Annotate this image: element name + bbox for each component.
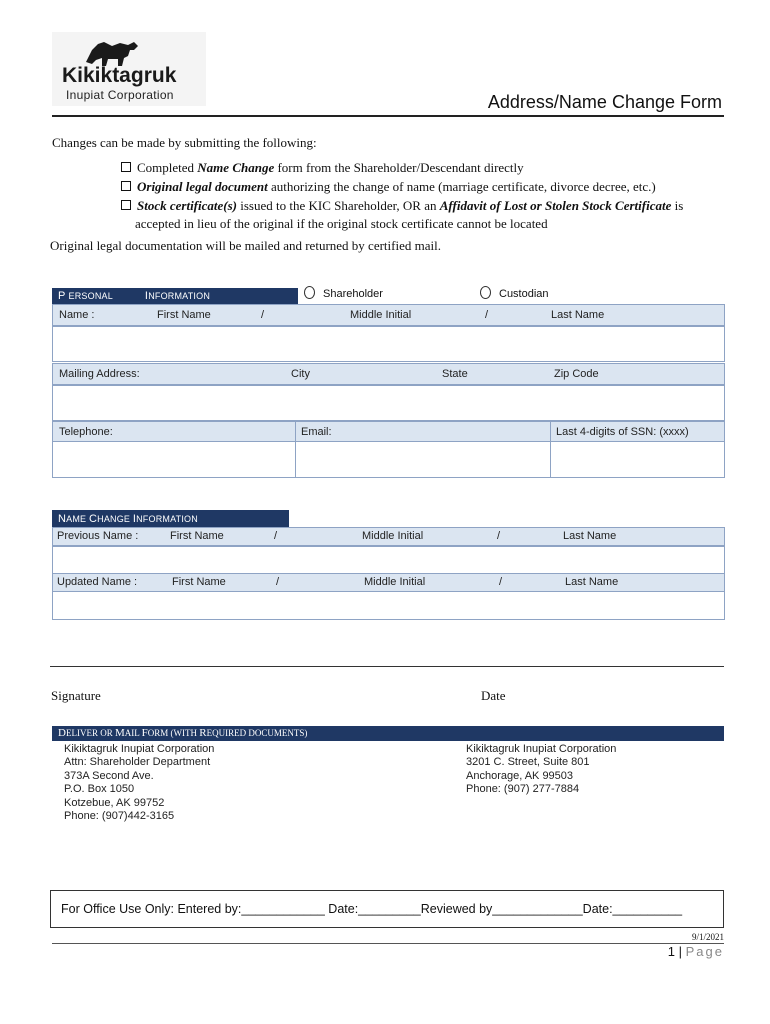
anchorage-address xyxy=(466,743,616,797)
deliver-heading: DELIVER OR MAIL FORM (WITH REQUIRED DOCUMENTS) xyxy=(52,726,724,741)
updated-name-input[interactable] xyxy=(52,591,725,620)
contact-label-row: Telephone: Email: Last 4-digits of SSN: (xxxx) xyxy=(52,421,725,442)
radio-shareholder[interactable]: Shareholder xyxy=(304,286,383,300)
personal-info-heading: P ERSONAL INFORMATION xyxy=(52,288,298,304)
signature-line[interactable] xyxy=(50,666,724,667)
requirement-item-2: Original legal document authorizing the change of name (marriage certificate, divorce decree, etc.) xyxy=(121,179,656,195)
checkbox-square-icon xyxy=(121,200,131,210)
office-use-box: For Office Use Only: Entered by:____________ Date:_________Reviewed by_____________Date:__________ xyxy=(50,890,724,928)
address-line: 3201 C. Street, Suite 801 xyxy=(466,756,590,769)
address-line: Kotzebue, AK 99752 xyxy=(64,796,165,809)
previous-name-input[interactable] xyxy=(52,546,725,574)
name-input[interactable] xyxy=(52,326,725,362)
requirement-item-1: Completed Name Change form from the Shareholder/Descendant directly xyxy=(121,160,524,176)
address-line: Kikiktagruk Inupiat Corporation xyxy=(466,743,617,755)
requirement-item-3-cont: accepted in lieu of the original if the original stock certificate cannot be located xyxy=(135,216,548,231)
requirement-em: Stock certificate(s) xyxy=(137,198,237,213)
kotzebue-address xyxy=(64,743,214,823)
address-line: Anchorage, AK 99503 xyxy=(466,769,574,782)
radio-circle-icon xyxy=(480,286,491,299)
checkbox-square-icon xyxy=(121,162,131,172)
address-label-row: Mailing Address: City State Zip Code xyxy=(52,363,725,385)
column-divider xyxy=(550,422,551,441)
footer-divider xyxy=(52,943,724,944)
address-line: Phone: (907) 277-7884 xyxy=(466,783,580,796)
updated-name-label-row: Updated Name : First Name / Middle Initial / Last Name xyxy=(52,573,725,592)
address-line: Phone: (907)442-3165 xyxy=(64,810,175,823)
address-line: Kikiktagruk Inupiat Corporation xyxy=(64,743,215,755)
requirement-item-3: Stock certificate(s) issued to the KIC Shareholder, OR an Affidavit of Lost or Stolen Stock Certificate is xyxy=(121,198,683,214)
checkbox-square-icon xyxy=(121,181,131,191)
requirement-em: Original legal document xyxy=(137,179,268,194)
address-line: Attn: Shareholder Department xyxy=(64,756,211,769)
mailing-note: Original legal documentation will be mailed and returned by certified mail. xyxy=(50,238,441,253)
radio-circle-icon xyxy=(304,286,315,299)
logo-brand-text: Kikiktagruk xyxy=(62,64,177,87)
address-line: 373A Second Ave. xyxy=(64,769,154,782)
date-label: Date xyxy=(481,688,506,703)
email-input[interactable] xyxy=(295,441,549,478)
ssn-input[interactable] xyxy=(550,441,725,478)
page-number: 1 | Page xyxy=(667,944,724,959)
requirement-em: Name Change xyxy=(197,160,275,175)
page-title: Address/Name Change Form xyxy=(487,92,722,112)
title-divider xyxy=(52,115,724,117)
previous-name-label-row: Previous Name : First Name / Middle Initial / Last Name xyxy=(52,527,725,546)
revision-date: 9/1/2021 xyxy=(691,932,724,942)
name-change-heading: NAME CHANGE INFORMATION xyxy=(52,510,289,528)
telephone-input[interactable] xyxy=(52,441,294,478)
column-divider xyxy=(295,422,296,441)
address-line: P.O. Box 1050 xyxy=(64,783,135,796)
company-logo xyxy=(52,32,206,106)
address-input[interactable] xyxy=(52,385,725,421)
logo-sub-text: Inupiat Corporation xyxy=(66,88,174,102)
signature-label: Signature xyxy=(51,688,101,703)
intro-lead: Changes can be made by submitting the following: xyxy=(52,135,317,150)
radio-custodian[interactable]: Custodian xyxy=(480,286,549,300)
requirement-em2: Affidavit of Lost or Stolen Stock Certificate xyxy=(439,198,672,213)
name-label-row: Name : First Name / Middle Initial / Last Name xyxy=(52,304,725,326)
